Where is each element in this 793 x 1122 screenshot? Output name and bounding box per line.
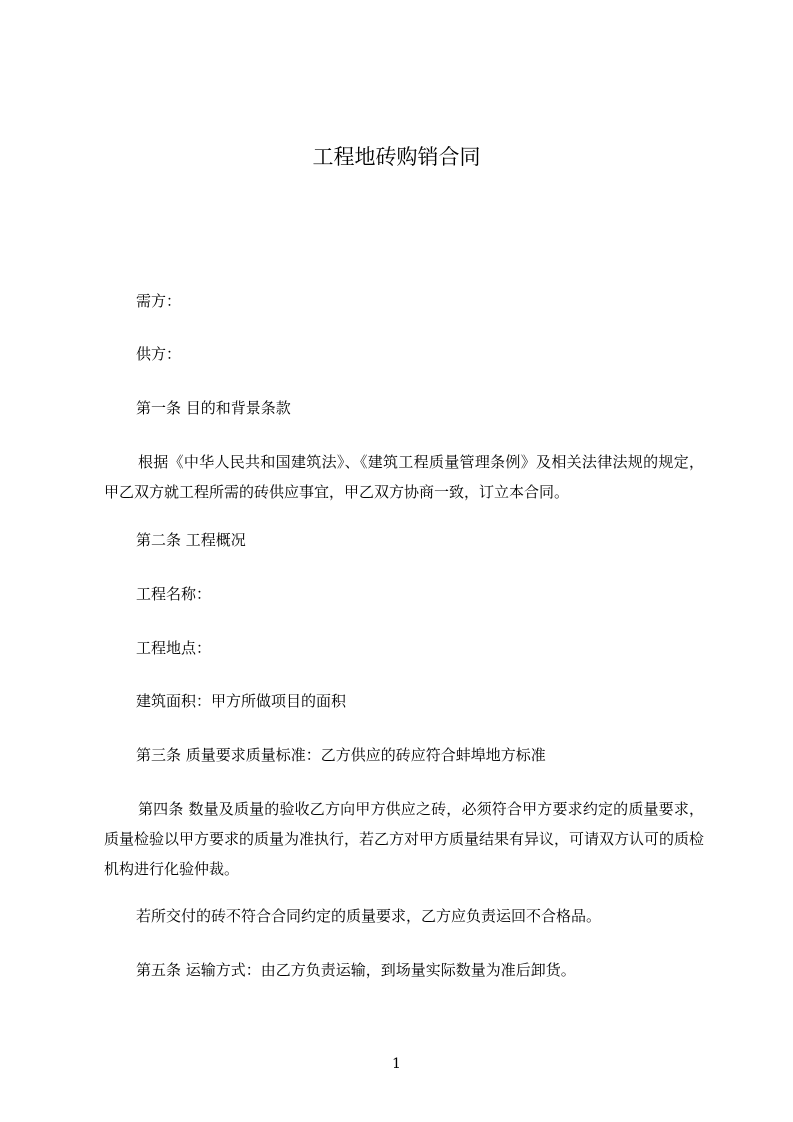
article-3-line: 第三条 质量要求质量标准：乙方供应的砖应符合蚌埠地方标准 — [136, 746, 546, 764]
buyer-line: 需方： — [136, 292, 182, 310]
nonconforming-goods-line: 若所交付的砖不符合合同约定的质量要求，乙方应负责运回不合格品。 — [136, 907, 602, 925]
project-name-line: 工程名称： — [136, 585, 212, 603]
article-2-heading: 第二条 工程概况 — [136, 531, 246, 549]
building-area-line: 建筑面积：甲方所做项目的面积 — [136, 692, 347, 710]
article-1-heading: 第一条 目的和背景条款 — [136, 399, 291, 417]
article-5-line: 第五条 运输方式：由乙方负责运输，到场量实际数量为准后卸货。 — [136, 961, 576, 979]
article-4-body: 第四条 数量及质量的验收乙方向甲方供应之砖，必须符合甲方要求约定的质量要求，质量检验以甲方要求的质量为准执行，若乙方对甲方质量结果有异议，可请双方认可的质检机构进行化验仲裁。 — [104, 800, 705, 878]
project-location-line: 工程地点： — [136, 639, 212, 657]
supplier-line: 供方： — [136, 345, 182, 363]
page-number: 1 — [392, 1056, 401, 1072]
document-title: 工程地砖购销合同 — [312, 145, 481, 169]
article-1-body: 根据《中华人民共和国建筑法》、《建筑工程质量管理条例》及相关法律法规的规定，甲乙双方就工程所需的砖供应事宜，甲乙双方协商一致，订立本合同。 — [104, 453, 704, 501]
